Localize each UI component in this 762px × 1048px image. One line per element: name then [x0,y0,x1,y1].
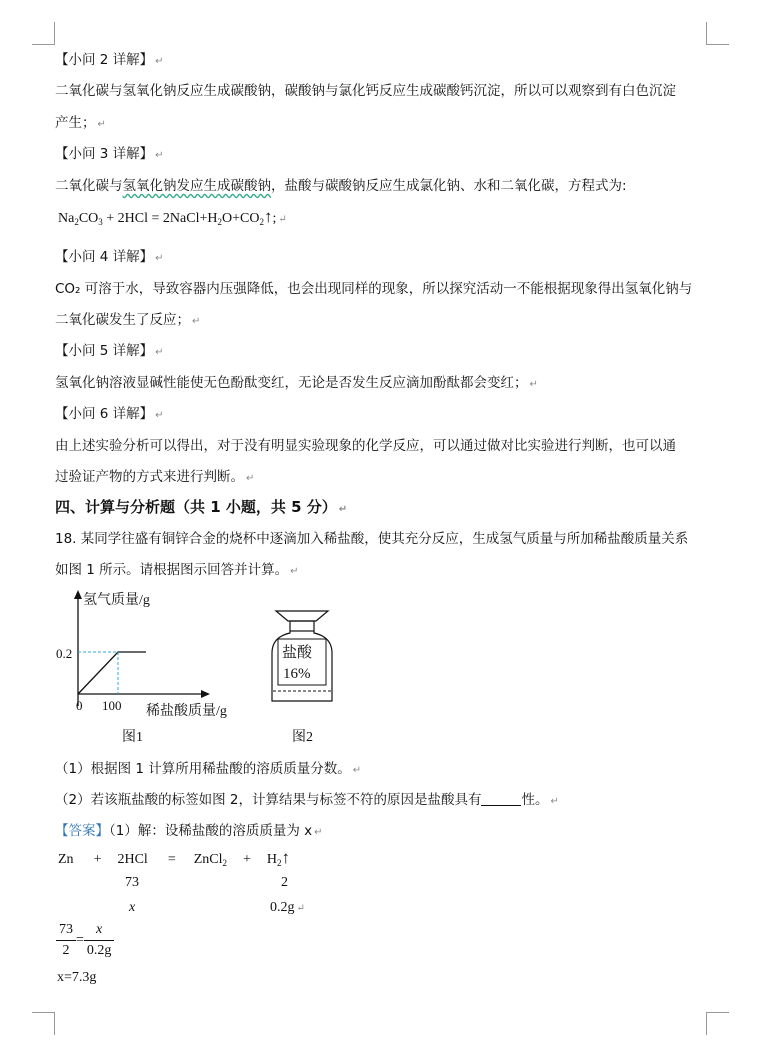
q4-line-1: CO₂ 可溶于水，导致容器内压强降低，也会出现同样的现象，所以探究活动一不能根据现象得出氢氧化钠与 [55,281,693,297]
figure-1-chart [50,586,250,726]
q4-line-2: 二氧化碳发生了反应； ↵ [55,312,201,328]
answer-blank [481,793,521,806]
figure-1-caption: 图1 [122,730,143,745]
x-axis-label: 稀盐酸质量/g [146,704,227,719]
q3-title: 【小问 3 详解】 ↵ [55,146,164,162]
q5-title: 【小问 5 详解】 ↵ [55,343,164,359]
equation-na2co3: $Na_2CO_3 + 2HCl$ = $2NaCl+H_2O+CO_2↑$; ↵ [58,207,287,227]
q5-line-1: 氢氧化钠溶液显碱性能使无色酚酞变红，无论是否发生反应滴加酚酞都会变红； ↵ [55,375,538,391]
result-line: x=7.3g [57,970,97,985]
x-tick-label: 100 [102,698,122,713]
bottle-label-name: 盐酸 [282,645,313,661]
hcl-unknown: x [129,900,136,915]
q18-line-2: 如图 1 所示。请根据图示回答并计算。 ↵ [55,562,299,578]
answer-line: 【答案】（1）解：设稀盐酸的溶质质量为 x ↵ [55,823,323,839]
corner-mark-top-right [706,22,729,45]
q4-title: 【小问 4 详解】 ↵ [55,249,164,265]
bottle-label-concentration: 16% [283,666,311,682]
q2-title: 【小问 2 详解】 ↵ [55,52,164,68]
figure-2-bottle [266,603,342,707]
question-part-2: （2）若该瓶盐酸的标签如图 2，计算结果与标签不符的原因是盐酸具有 性。 ↵ [55,792,559,808]
equation-zn-hcl: Zn + 2HCl = ZnCl$_2$ + $H_2↑$ [58,848,291,868]
q6-line-2: 过验证产物的方式来进行判断。 ↵ [55,469,255,485]
q2-line-1: 二氧化碳与氢氧化钠反应生成碳酸钠，碳酸钠与氯化钙反应生成碳酸钙沉淀，所以可以观察到有白色沉淀 [55,83,676,99]
hcl-molar-mass: 73 [125,875,139,890]
bottle-neck [290,621,314,631]
y-axis-arrow [74,590,82,599]
y-axis-label: 氢气质量/g [83,593,150,608]
answer-tag: 【答案】 [55,823,109,839]
corner-mark-bottom-right [706,1012,729,1035]
h2-molar-mass: 2 [281,875,288,890]
q6-line-1: 由上述实验分析可以得出，对于没有明显实验现象的化学反应，可以通过做对比实验进行判断，也可以通 [55,438,676,454]
figure-2-caption: 图2 [292,730,313,745]
y-tick-label: 0.2 [56,646,73,661]
question-part-1: （1）根据图 1 计算所用稀盐酸的溶质质量分数。 ↵ [55,761,362,777]
q2-line-2: 产生； ↵ [55,115,106,131]
q6-title: 【小问 6 详解】 ↵ [55,406,164,422]
corner-mark-bottom-left [32,1012,55,1035]
bottle-stopper [276,611,328,621]
ratio-equation: $\frac{73}{2}$ = $\frac{x}{0.2g}$ [56,920,114,961]
q18-line-1: 18. 某同学往盛有铜锌合金的烧杯中逐滴加入稀盐酸，使其充分反应，生成氢气质量与所加稀盐酸质量关系 [55,531,689,547]
part-4-heading: 四、计算与分析题（共 1 小题，共 5 分） ↵ [55,498,348,516]
corner-mark-top-left [32,22,55,45]
h2-mass: 0.2g ↵ [270,900,305,915]
x-axis-arrow [201,690,210,698]
q3-line-1: 二氧化碳与氢氧化钠发应生成碳酸钠，盐酸与碳酸钠反应生成氯化钠、水和二氧化碳，方程式为: [55,178,627,194]
origin-label: 0 [76,698,83,713]
hydrogen-mass-line [78,652,146,694]
